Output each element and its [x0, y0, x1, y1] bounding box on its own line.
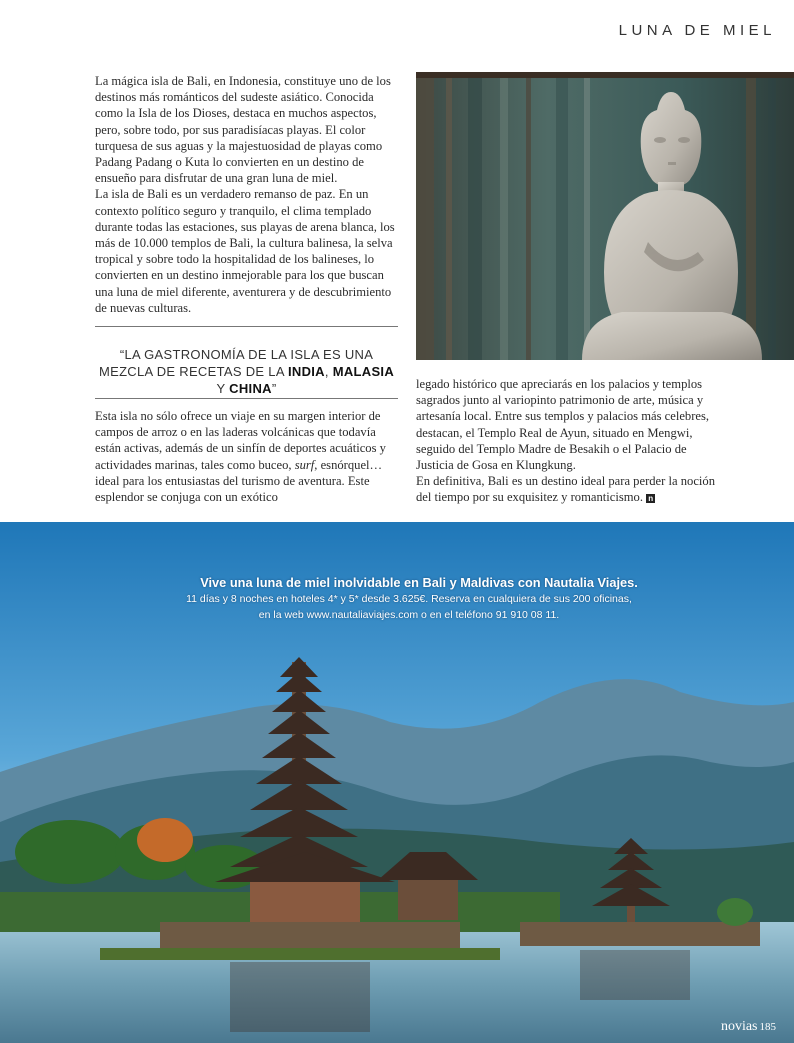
quote-country-malasia: MALASIA — [332, 364, 395, 379]
magazine-name: novias — [720, 1019, 758, 1034]
quote-country-india: INDIA — [287, 364, 325, 379]
page-footer — [721, 1017, 776, 1035]
ad-title: Vive una luna de miel inolvidable en Bali y Maldivas con Nautalia Viajes. — [200, 575, 638, 590]
buddha-statue-photo — [416, 72, 794, 360]
section-label: LUNA DE MIEL — [618, 22, 776, 39]
ad-details: 11 días y 8 noches en hoteles 4* y 5* desde 3.625€. Reserva en cualquiera de sus 200 oficinas, — [186, 593, 632, 605]
pull-quote: “LA GASTRONOMÍA DE LA ISLA ES UNA MEZCLA DE RECETAS DE LA INDIA, MALASIA Y CHINA” — [98, 347, 395, 396]
ad-contact: en la web www.nautaliaviajes.com o en el teléfono 91 910 08 11. — [258, 609, 560, 621]
paragraph-peace: La isla de Bali es un verdadero remanso de paz. En un contexto político seguro y tranquilo, el clima templado durante todas las estaciones, sus playas de arena blanca, los más de 10.000 templos de Bali, la cultura balinesa, la selva tropical y sobre todo la hospitalidad de los balineses, lo convierten en un destino inmejorable para los que buscan una luna de miel diferente, aventurera y de descubrimiento de nuevas culturas. — [95, 187, 395, 315]
paragraph-heritage: legado histórico que apreciarás en los palacios y templos sagrados junto al variopinto patrimonio de arte, música y artesanía local. Entre sus templos y palacios más celebres, destacan, el Templo Real de Ayun, situado en Mengwi, seguido del Templo Madre de Besakih o el Palacio de Justicia de Gosa en Klungkung. — [416, 377, 710, 473]
article-column-1 — [95, 73, 398, 316]
paragraph-activities: Esta isla no sólo ofrece un viaje en su margen interior de campos de arroz o en las laderas volcánicas que todavía están activas, además de un sinfín de deportes acuáticos y actividades marinas, tales como buceo, surf, esnórquel… ideal para los entusiastas del turismo de aventura. Este esplendor se conjuga con un exótico — [95, 409, 386, 505]
divider-bottom — [95, 398, 398, 399]
divider-top — [95, 326, 398, 327]
article-column-3 — [416, 376, 716, 506]
page-number: 185 — [759, 1021, 776, 1033]
paragraph-conclusion: En definitiva, Bali es un destino ideal para perder la noción del tiempo por su exquisitez y romanticismo. n — [416, 474, 716, 505]
quote-country-china: CHINA — [229, 381, 272, 396]
article-column-2 — [95, 408, 395, 505]
paragraph-intro: La mágica isla de Bali, en Indonesia, constituye uno de los destinos más románticos del sudeste asiático. Conocida como la Isla de los Dioses, destaca en muchos aspectos, pero, sobre todo, por sus paradisíacas playas. El color turquesa de sus aguas y la majestuosidad de playas como Padang Padang o Kuta lo convierten en un destino de ensueño para disfrutar de una gran luna de miel. — [95, 74, 391, 186]
end-mark-icon: n — [646, 494, 655, 503]
